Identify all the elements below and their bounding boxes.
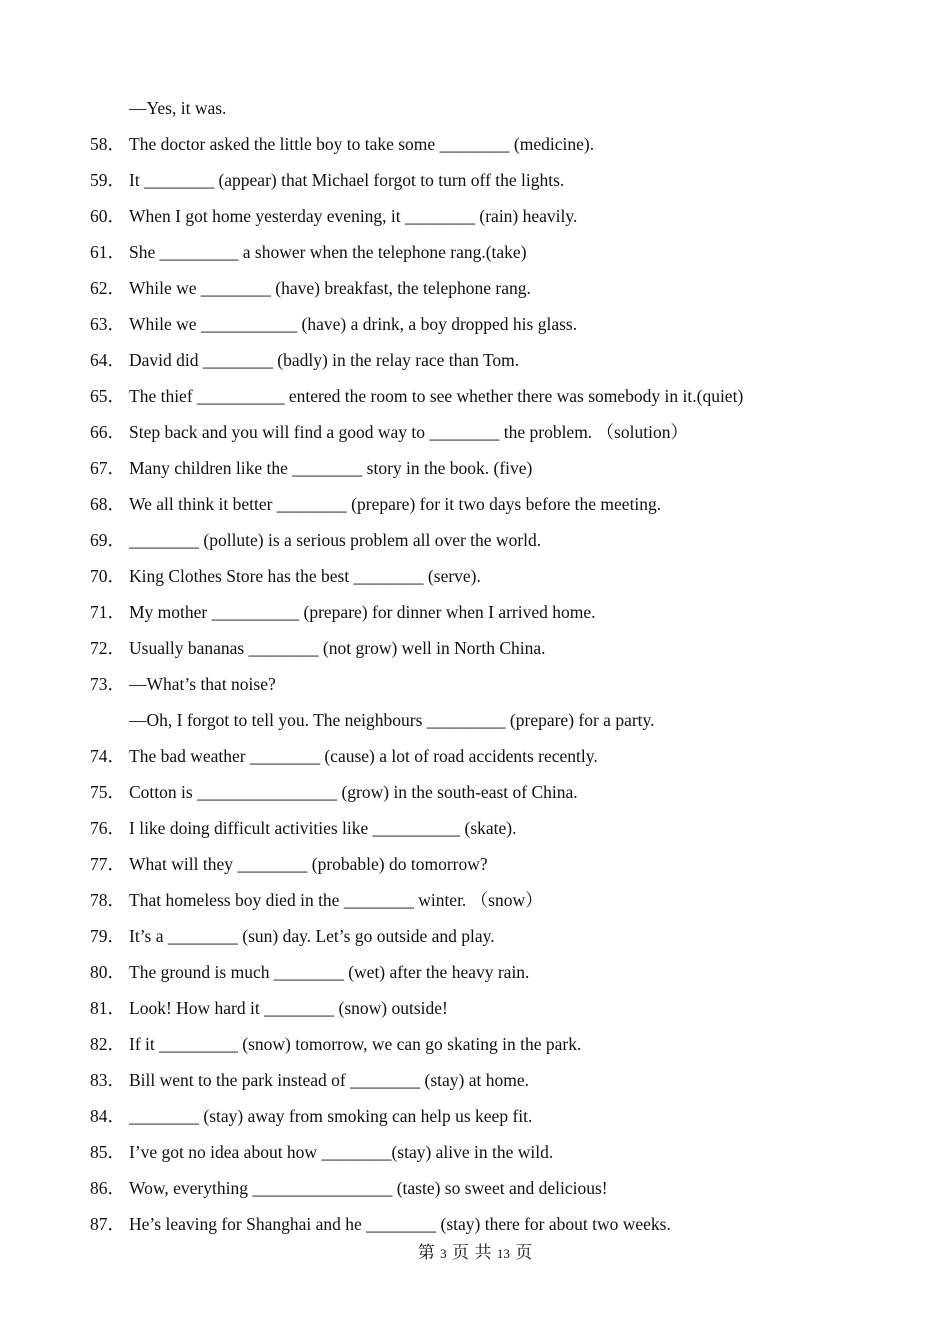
exercise-number: 77． bbox=[90, 854, 125, 874]
exercise-text: Bill went to the park instead of ________ (stay) at home. bbox=[129, 1070, 529, 1090]
exercise-text: Many children like the ________ story in the book. (five) bbox=[129, 458, 533, 478]
exercise-item-77 bbox=[90, 846, 890, 882]
exercise-text: Usually bananas ________ (not grow) well in North China. bbox=[129, 638, 546, 658]
exercise-text: Look! How hard it ________ (snow) outside! bbox=[129, 998, 448, 1018]
exercise-text: Step back and you will find a good way to ________ the problem. （solution） bbox=[129, 422, 688, 442]
exercise-text: I like doing difficult activities like __________ (skate). bbox=[129, 818, 517, 838]
exercise-number: 79． bbox=[90, 926, 125, 946]
exercise-item-84 bbox=[90, 1098, 890, 1134]
exercise-number: 84． bbox=[90, 1106, 125, 1126]
exercise-number: 83． bbox=[90, 1070, 125, 1090]
exercise-line-continuation bbox=[90, 702, 890, 738]
page-footer bbox=[0, 1238, 950, 1268]
exercise-text: David did ________ (badly) in the relay race than Tom. bbox=[129, 350, 520, 370]
exercise-item-76 bbox=[90, 810, 890, 846]
exercise-item-70 bbox=[90, 558, 890, 594]
exercise-text: She _________ a shower when the telephone rang.(take) bbox=[129, 242, 527, 262]
exercise-item-74 bbox=[90, 738, 890, 774]
exercise-number: 67． bbox=[90, 458, 125, 478]
exercise-number: 59． bbox=[90, 170, 125, 190]
exercise-number: 78． bbox=[90, 890, 125, 910]
exercise-text: King Clothes Store has the best ________ (serve). bbox=[129, 566, 481, 586]
exercise-item-64 bbox=[90, 342, 890, 378]
exercise-line-continuation bbox=[90, 90, 890, 126]
exercise-text: What will they ________ (probable) do tomorrow? bbox=[129, 854, 488, 874]
exercise-item-87 bbox=[90, 1206, 890, 1242]
exercise-item-85 bbox=[90, 1134, 890, 1170]
exercise-item-71 bbox=[90, 594, 890, 630]
exercise-item-62 bbox=[90, 270, 890, 306]
exercise-item-60 bbox=[90, 198, 890, 234]
exercise-text: He’s leaving for Shanghai and he ________ (stay) there for about two weeks. bbox=[129, 1214, 671, 1234]
exercise-text: ________ (stay) away from smoking can help us keep fit. bbox=[129, 1106, 533, 1126]
exercise-item-82 bbox=[90, 1026, 890, 1062]
exercise-text: The thief __________ entered the room to see whether there was somebody in it.(quiet) bbox=[129, 386, 744, 406]
exercise-number: 74． bbox=[90, 746, 125, 766]
exercise-item-86 bbox=[90, 1170, 890, 1206]
exercise-text: While we ___________ (have) a drink, a boy dropped his glass. bbox=[129, 314, 578, 334]
exercise-number: 58． bbox=[90, 134, 125, 154]
exercise-item-79 bbox=[90, 918, 890, 954]
exercise-text: We all think it better ________ (prepare) for it two days before the meeting. bbox=[129, 494, 662, 514]
exercise-text: —Oh, I forgot to tell you. The neighbours _________ (prepare) for a party. bbox=[129, 710, 655, 730]
exercise-item-81 bbox=[90, 990, 890, 1026]
exercise-number: 82． bbox=[90, 1034, 125, 1054]
exercise-text: It ________ (appear) that Michael forgot to turn off the lights. bbox=[129, 170, 565, 190]
exercise-item-68 bbox=[90, 486, 890, 522]
exercise-item-61 bbox=[90, 234, 890, 270]
footer-total-pages: 13 bbox=[496, 1246, 510, 1261]
exercise-item-73 bbox=[90, 666, 890, 702]
exercise-number: 72． bbox=[90, 638, 125, 658]
exercise-number: 70． bbox=[90, 566, 125, 586]
exercise-item-63 bbox=[90, 306, 890, 342]
exercise-number: 81． bbox=[90, 998, 125, 1018]
exercise-text: I’ve got no idea about how ________(stay) alive in the wild. bbox=[129, 1142, 554, 1162]
exercise-item-69 bbox=[90, 522, 890, 558]
exercise-text: Wow, everything ________________ (taste) so sweet and delicious! bbox=[129, 1178, 608, 1198]
exercise-number: 61． bbox=[90, 242, 125, 262]
exercise-item-66 bbox=[90, 414, 890, 450]
footer-current-page: 3 bbox=[440, 1246, 447, 1261]
exercise-number: 73． bbox=[90, 674, 125, 694]
exercise-text: Cotton is ________________ (grow) in the south-east of China. bbox=[129, 782, 578, 802]
exercise-number: 87． bbox=[90, 1214, 125, 1234]
exercise-item-72 bbox=[90, 630, 890, 666]
exercise-text: It’s a ________ (sun) day. Let’s go outside and play. bbox=[129, 926, 495, 946]
exercise-number: 63． bbox=[90, 314, 125, 334]
exercise-text: If it _________ (snow) tomorrow, we can go skating in the park. bbox=[129, 1034, 582, 1054]
exercise-number: 65． bbox=[90, 386, 125, 406]
exercise-number: 69． bbox=[90, 530, 125, 550]
exercise-number: 75． bbox=[90, 782, 125, 802]
exercise-number: 64． bbox=[90, 350, 125, 370]
footer-middle: 页 共 bbox=[446, 1243, 497, 1263]
footer-suffix: 页 bbox=[509, 1243, 533, 1263]
exercise-number: 68． bbox=[90, 494, 125, 514]
exercise-item-80 bbox=[90, 954, 890, 990]
exercise-number: 66． bbox=[90, 422, 125, 442]
exercise-text: That homeless boy died in the ________ winter. （snow） bbox=[129, 890, 543, 910]
exercise-item-58 bbox=[90, 126, 890, 162]
exercise-number: 80． bbox=[90, 962, 125, 982]
exercise-text: ________ (pollute) is a serious problem all over the world. bbox=[129, 530, 542, 550]
exercise-number: 86． bbox=[90, 1178, 125, 1198]
exercise-number: 76． bbox=[90, 818, 125, 838]
exercise-text: The doctor asked the little boy to take some ________ (medicine). bbox=[129, 134, 595, 154]
exercise-item-59 bbox=[90, 162, 890, 198]
exercise-item-78 bbox=[90, 882, 890, 918]
exercise-item-75 bbox=[90, 774, 890, 810]
exercise-text: When I got home yesterday evening, it ________ (rain) heavily. bbox=[129, 206, 578, 226]
exercise-text: The ground is much ________ (wet) after the heavy rain. bbox=[129, 962, 530, 982]
exercise-item-65 bbox=[90, 378, 890, 414]
exercise-number: 85． bbox=[90, 1142, 125, 1162]
exercise-number: 71． bbox=[90, 602, 125, 622]
exercise-text: My mother __________ (prepare) for dinner when I arrived home. bbox=[129, 602, 596, 622]
exercise-text: While we ________ (have) breakfast, the telephone rang. bbox=[129, 278, 531, 298]
exercise-item-83 bbox=[90, 1062, 890, 1098]
footer-prefix: 第 bbox=[417, 1243, 441, 1263]
exercise-number: 60． bbox=[90, 206, 125, 226]
exercise-list bbox=[90, 90, 890, 1242]
exercise-text: —What’s that noise? bbox=[129, 674, 276, 694]
exercise-text: The bad weather ________ (cause) a lot of road accidents recently. bbox=[129, 746, 598, 766]
exercise-text: —Yes, it was. bbox=[129, 98, 227, 118]
exercise-number: 62． bbox=[90, 278, 125, 298]
exercise-item-67 bbox=[90, 450, 890, 486]
